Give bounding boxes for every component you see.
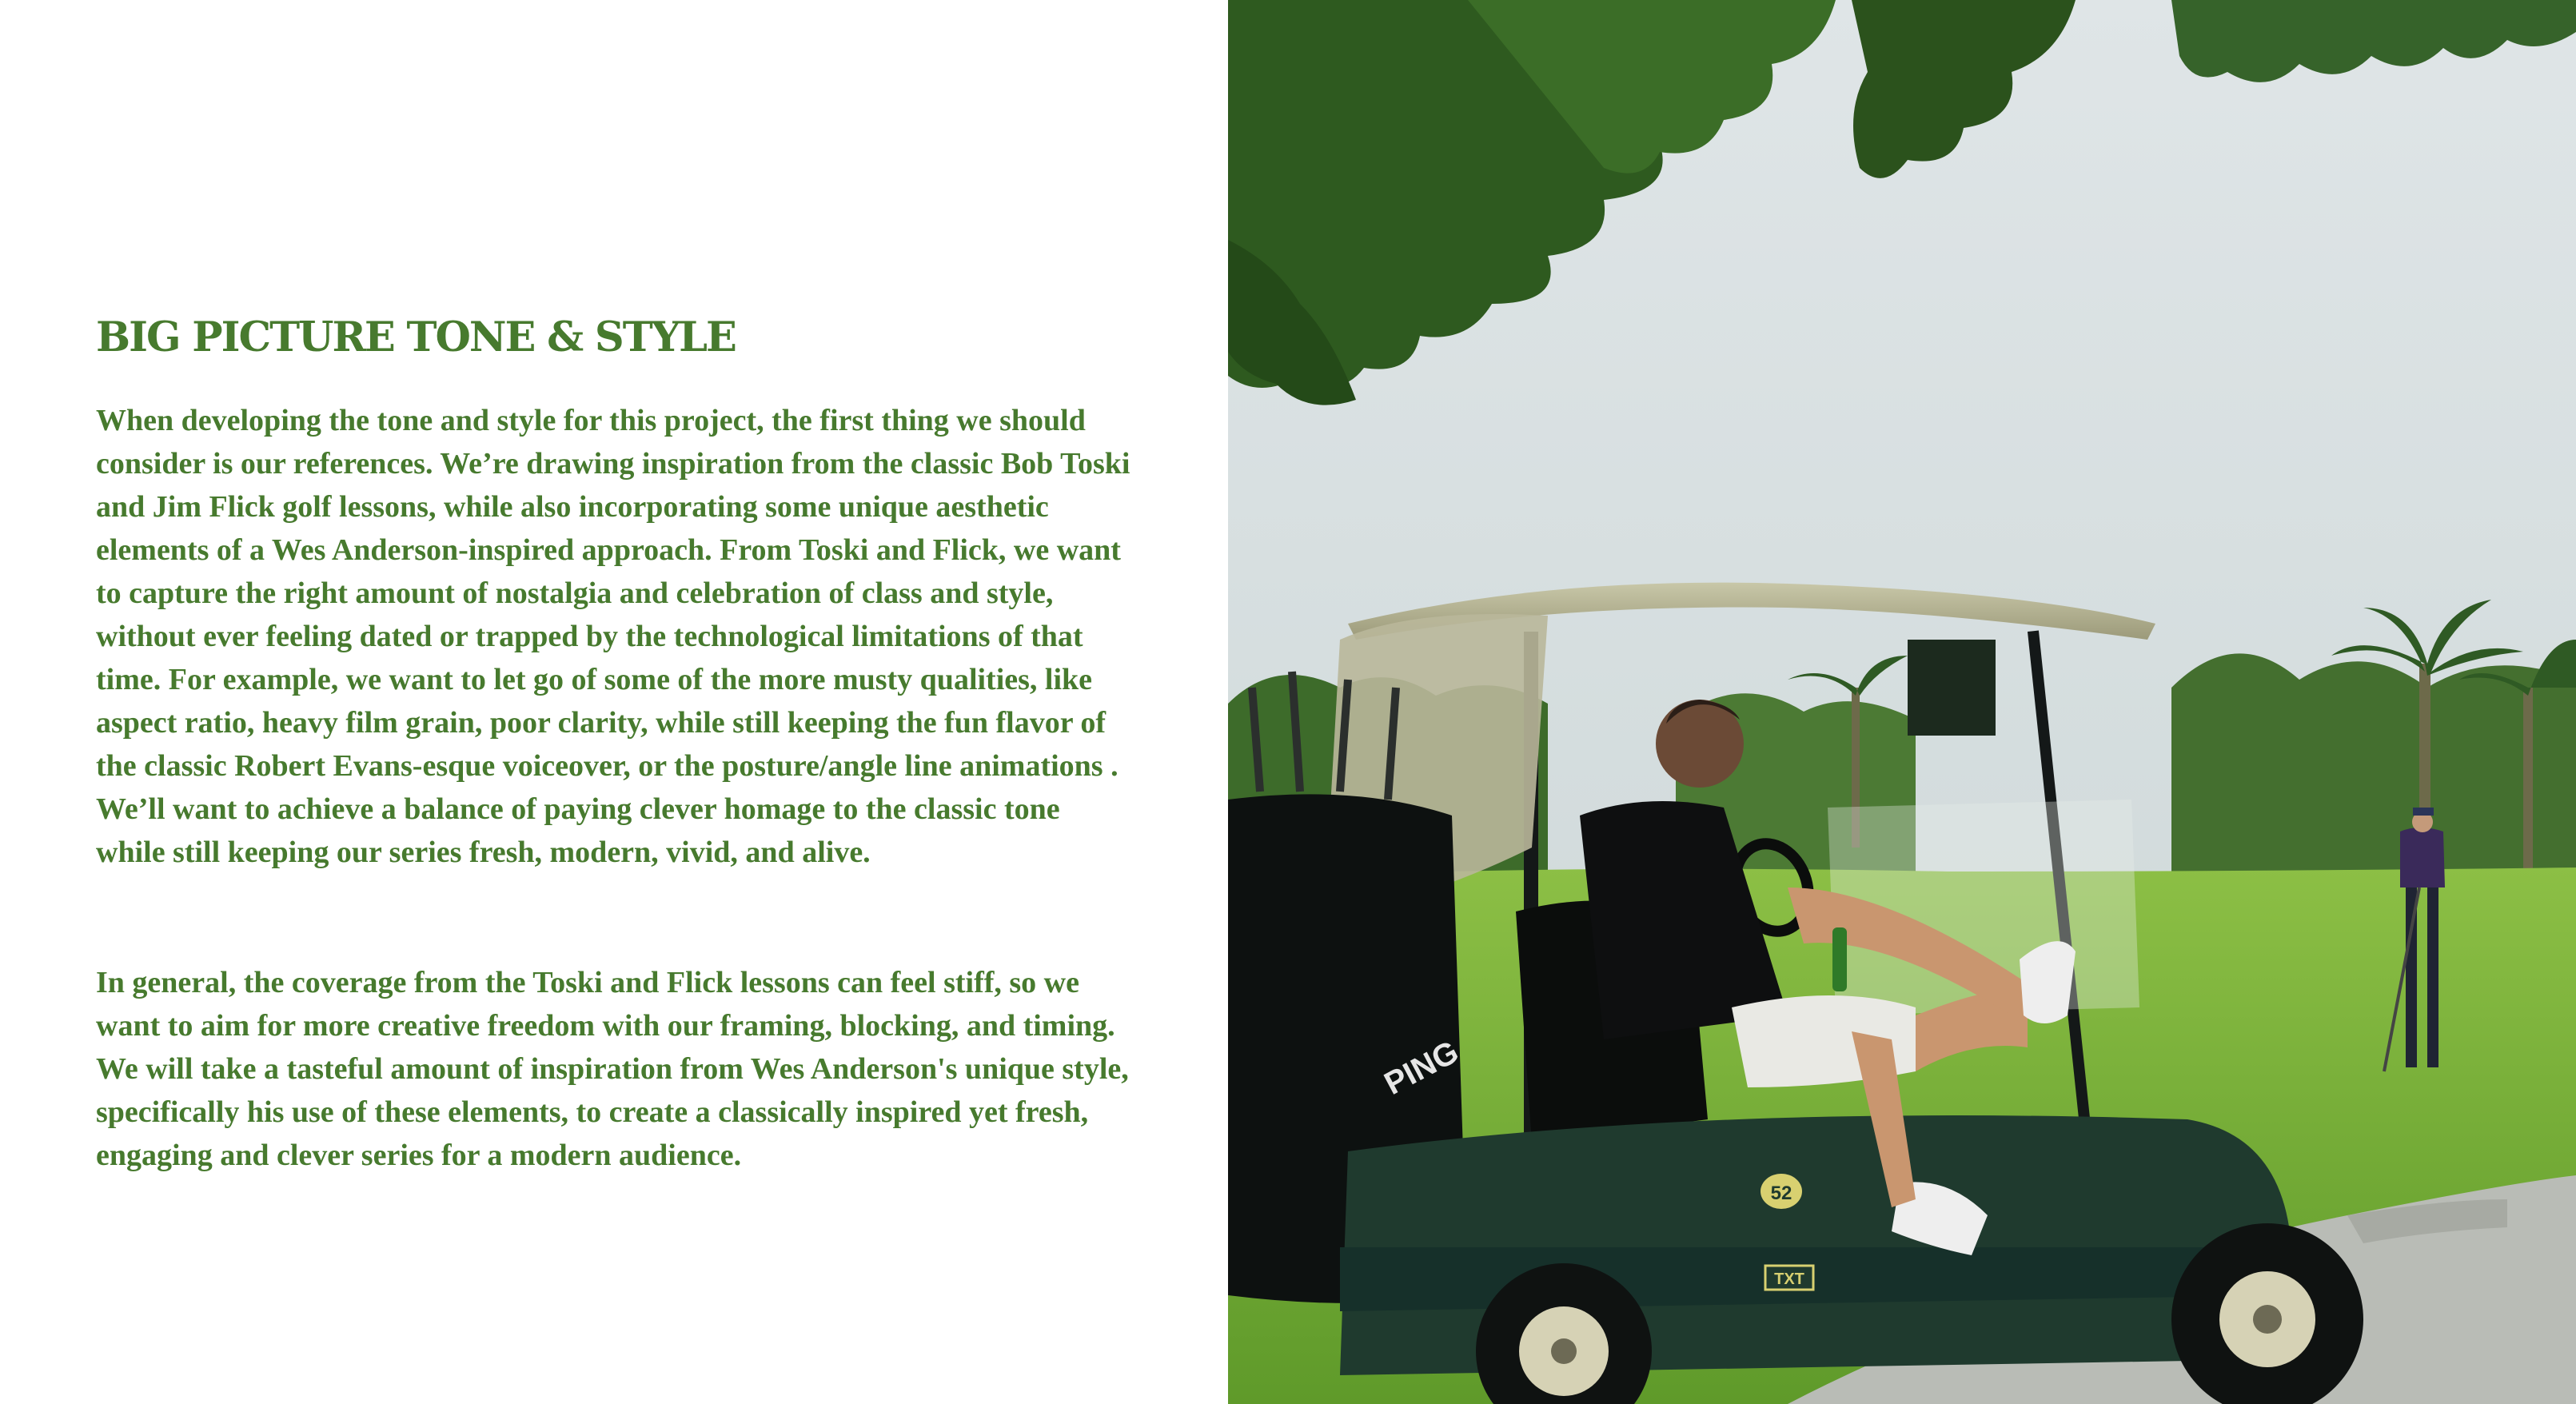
golf-course-illustration [1228, 0, 2576, 1404]
text-panel [0, 0, 1228, 1404]
cart-badge: TXT [1774, 1270, 1804, 1288]
golf-cart-photo [1228, 0, 2576, 1404]
cart-number: 52 [1770, 1183, 1792, 1204]
bag-brand: PING [1378, 1034, 1465, 1102]
slide-heading: BIG PICTURE TONE & STYLE [96, 313, 736, 361]
body-paragraph-1: When developing the tone and style for this project, the first thing we should consider is our references. We’re drawing inspiration from the classic Bob Toski and Jim Flick golf lessons, while also incorporating some unique aesthetic elements of a Wes Anderson-inspired approach. From Toski and Flick, we want to capture the right amount of nostalgia and celebration of class and style, without ever feeling dated or trapped by the technological limitations of that time. For example, we want to let go of some of the more musty qualities, like aspect ratio, heavy film grain, poor clarity, while still keeping the fun flavor of the classic Robert Evans-esque voiceover, or the posture/angle line animations . We’ll want to achieve a balance of paying clever homage to the classic tone while still keeping our series fresh, modern, vivid, and alive. [96, 404, 1130, 869]
body-paragraph-2: In general, the coverage from the Toski and Flick lessons can feel stiff, so we want to aim for more creative freedom with our framing, blocking, and timing. We will take a tasteful amount of inspiration from Wes Anderson's unique style, specifically his use of these elements, to create a classically inspired yet fresh, engaging and clever series for a modern audience. [96, 966, 1129, 1172]
